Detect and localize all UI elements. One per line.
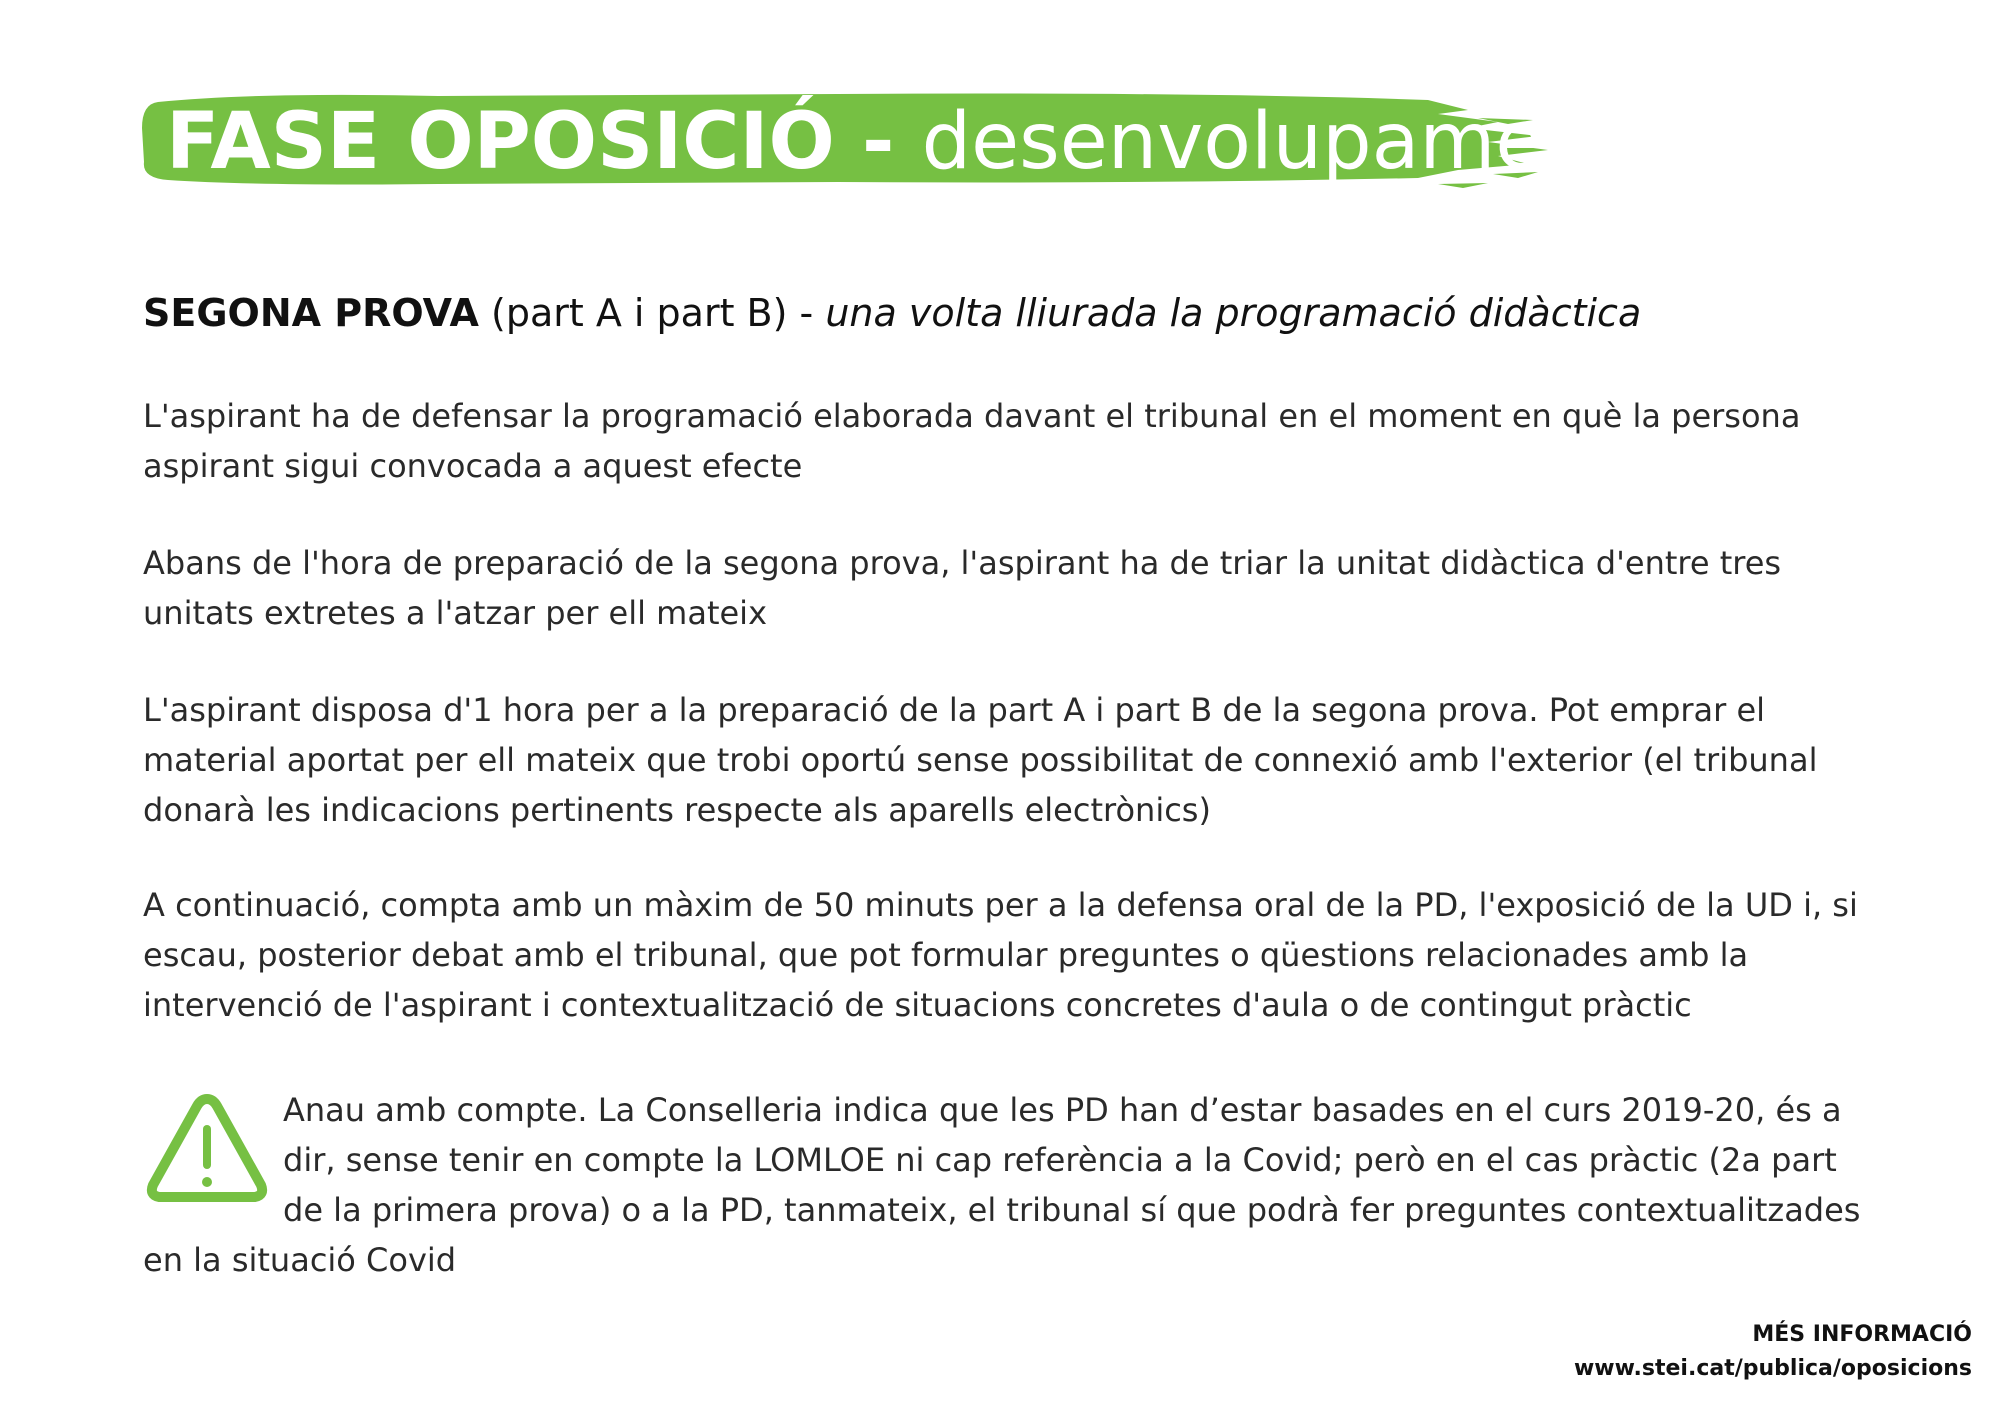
warning-text: Anau amb compte. La Conselleria indica que les PD han d’estar basades en el curs 2019-20, és a dir, sense tenir en compte la LOMLOE ni cap referència a la Covid; però en el cas pràctic (2a part de la primera prova) o a la PD, tanmateix, el tribunal sí que podrà fer preguntes contextualitzades en la situació Covid — [143, 1091, 1861, 1279]
title-banner — [138, 88, 1624, 198]
warning-triangle-icon — [143, 1089, 271, 1209]
paragraph-preparation: L'aspirant disposa d'1 hora per a la preparació de la part A i part B de la segona prova. Pot emprar el material aportat per ell mateix que trobi oportú sense possibilitat de connexió amb l'exterior (el tribunal donarà les indicacions pertinents respecte als aparells electrònics) — [143, 691, 1818, 829]
paragraph-oral-defense: A continuació, compta amb un màxim de 50 minuts per a la defensa oral de la PD, l'exposició de la UD i, si escau, posterior debat amb el tribunal, que pot formular preguntes o qüestions relacionades amb la intervenció de l'aspirant i contextualització de situacions concretes d'aula o de contingut pràctic — [143, 886, 1858, 1024]
paragraph-defense: L'aspirant ha de defensar la programació elaborada davant el tribunal en el moment en què la persona aspirant sigui convocada a aquest efecte — [143, 397, 1801, 485]
footer-label: MÉS INFORMACIÓ — [1752, 1322, 1972, 1347]
warning-notice — [143, 1085, 1883, 1285]
section-heading-plain: (part A i part B) - — [491, 291, 814, 335]
paragraph-unit-selection: Abans de l'hora de preparació de la segona prova, l'aspirant ha de triar la unitat didàctica d'entre tres unitats extretes a l'atzar per ell mateix — [143, 544, 1782, 632]
page-title — [166, 94, 1623, 190]
title-light: desenvolupament — [921, 97, 1624, 187]
footer-info — [1574, 1318, 1972, 1386]
title-bold: FASE OPOSICIÓ - — [166, 97, 895, 187]
footer-url-link[interactable]: www.stei.cat/publica/oposicions — [1573, 1356, 1972, 1381]
section-heading-bold: SEGONA PROVA — [143, 291, 479, 335]
section-heading-italic: una volta lliurada la programació didàctica — [825, 291, 1642, 335]
section-heading — [143, 288, 1641, 338]
